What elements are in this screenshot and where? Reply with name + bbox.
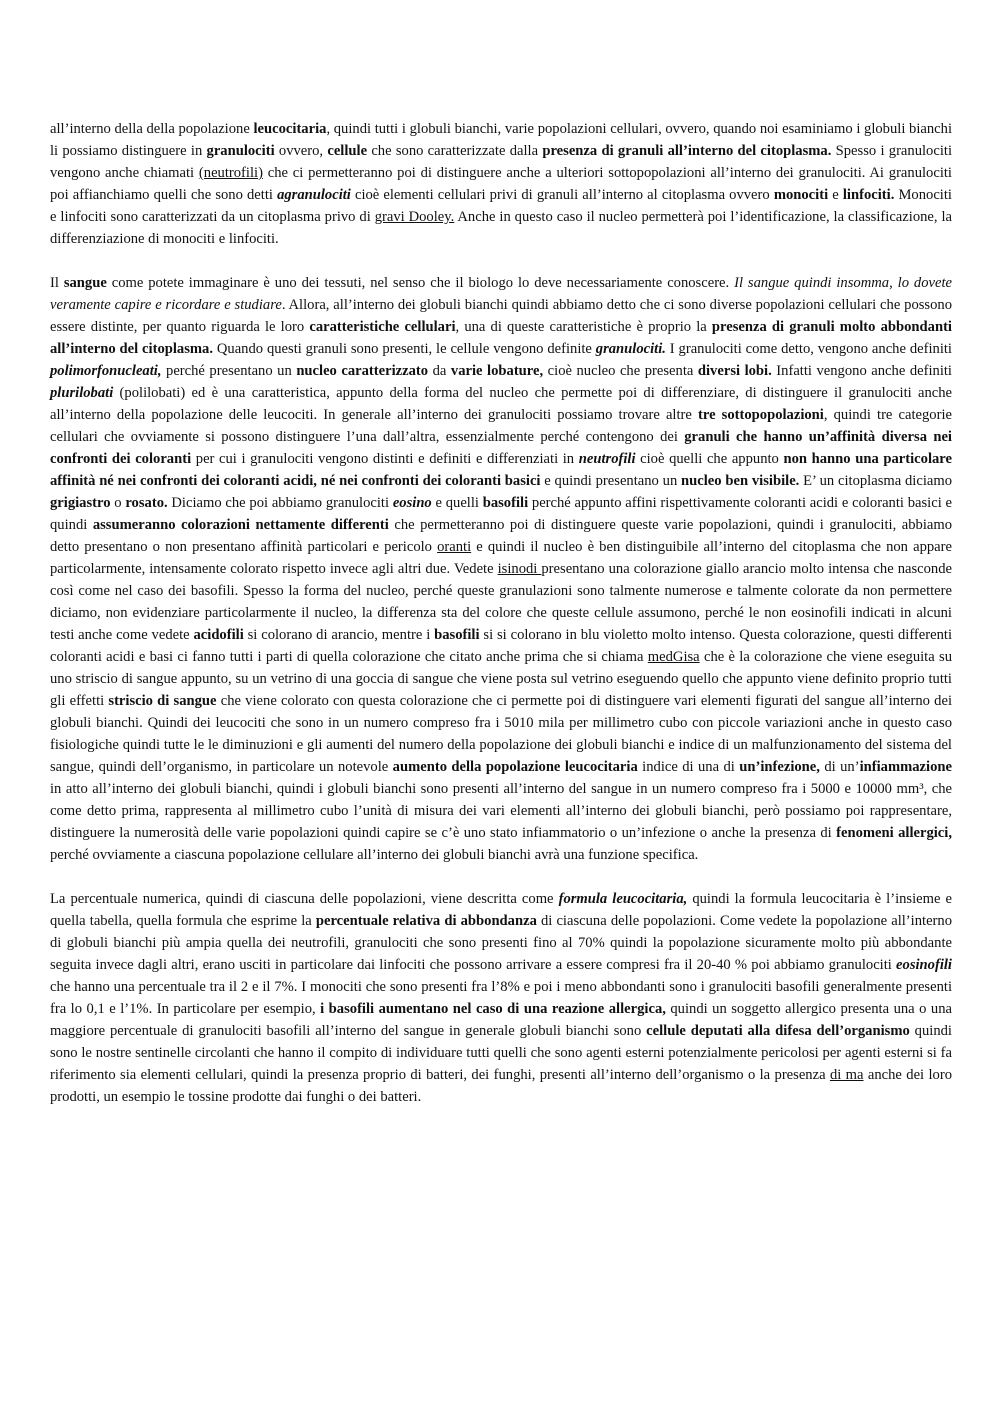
paragraph-leucociti bbox=[50, 118, 952, 250]
bold-term: monociti bbox=[773, 187, 829, 203]
paragraph-sangue bbox=[50, 272, 952, 866]
text-run: che hanno una percentuale tra il 2 e il 7%. I monociti che sono presenti fra l’8% e poi i meno abbondanti sono i granulociti basofili generalmente presenti fra lo 0,1 e l’1%. In particolare per esempio, bbox=[50, 979, 952, 1017]
text-run: Anche in questo caso il nucleo permetterà poi l’identificazione, la classificazione, la differenziazione di monociti e linfociti. bbox=[50, 209, 952, 247]
bold-italic-term: granulociti. bbox=[595, 341, 666, 357]
bold-term: i basofili aumentano nel caso di una reazione allergica, bbox=[320, 1001, 666, 1017]
text-run: Monociti e linfociti sono caratterizzati da un citoplasma privo di bbox=[50, 187, 952, 225]
bold-term: granulociti bbox=[206, 143, 275, 159]
bold-term: fenomeni allergici, bbox=[836, 825, 952, 841]
text-run: , una di queste caratteristiche è proprio la bbox=[455, 319, 712, 335]
italic-phrase: Il sangue quindi insomma, lo dovete veramente capire e ricordare e studiare bbox=[50, 275, 952, 313]
bold-term: presenza di granuli molto abbondanti all’interno del citoplasma. bbox=[50, 319, 952, 357]
text-run: cioè elementi cellulari privi di granuli all’interno al citoplasma ovvero bbox=[350, 187, 774, 203]
bold-term: aumento della popolazione leucocitaria bbox=[392, 759, 638, 775]
text-run: e quindi il nucleo è ben distinguibile all’interno del citoplasma che non appare particolarmente, intensamente colorato rispetto invece agli altri due. Vedete bbox=[50, 539, 952, 577]
bold-italic-term: eosino bbox=[392, 495, 432, 511]
bold-term: presenza di granuli all’interno del citoplasma. bbox=[542, 143, 832, 159]
underlined-term: medGisa bbox=[647, 649, 700, 665]
bold-term: basofili bbox=[434, 627, 480, 643]
text-run: cioè nucleo che presenta bbox=[543, 363, 698, 379]
text-run: quindi un soggetto allergico presenta una o una maggiore percentuale di granulociti basofili all’interno del sangue in generale globuli bianchi sono bbox=[50, 1001, 952, 1039]
text-run: che permetteranno poi di distinguere queste varie popolazioni, quindi i granulociti, abbiamo detto presentano o non presentano affinità particolari e pericolo bbox=[50, 517, 952, 555]
bold-term: acidofili bbox=[193, 627, 244, 643]
bold-term: grigiastro bbox=[50, 495, 111, 511]
text-run: da bbox=[428, 363, 451, 379]
underlined-term: oranti bbox=[437, 539, 472, 555]
bold-term: striscio di sangue bbox=[108, 693, 217, 709]
text-run: E’ un citoplasma diciamo bbox=[799, 473, 953, 489]
underlined-term: (neutrofili) bbox=[198, 165, 263, 181]
bold-term: diversi lobi. bbox=[697, 363, 772, 379]
text-run: presentano una colorazione giallo arancio molto intensa che nasconde così come nel caso dei basofili. Spesso la forma del nucleo, perché queste granulazioni sono talmente numerose e talmente colorate da non permettere diciamo, non evidenziare particolarmente il nucleo, la differenza sta del colore che queste cellule assumono, perché le non eosinofili indicati in alcuni testi anche come vedete bbox=[50, 561, 953, 643]
text-run: I granulociti come detto, vengono anche definiti bbox=[665, 341, 952, 357]
bold-term: un’infezione, bbox=[739, 759, 820, 775]
bold-term: sangue bbox=[63, 275, 107, 291]
text-run: Il bbox=[50, 275, 64, 291]
text-run: indice di una di bbox=[637, 759, 740, 775]
underlined-term: isinodi bbox=[497, 561, 542, 577]
text-run: Infatti vengono anche definiti bbox=[771, 363, 952, 379]
bold-term: linfociti. bbox=[842, 187, 895, 203]
text-run: e quelli bbox=[431, 495, 483, 511]
bold-term: rosato. bbox=[125, 495, 168, 511]
bold-term: nucleo ben visibile. bbox=[681, 473, 800, 489]
bold-italic-term: formula leucocitaria, bbox=[558, 891, 688, 907]
text-run: quindi sono le nostre sentinelle circolanti che hanno il compito di individuare tutti quelli che sono agenti esterni potenzialmente pericolosi per agenti esterni si fa riferimento sia elementi cellulari, quindi la presenza proprio di batteri, dei funghi, presenti all’interno dell’organismo o la presenza bbox=[50, 1023, 952, 1083]
text-run: cioè quelli che appunto bbox=[635, 451, 784, 467]
bold-italic-term: neutrofili bbox=[578, 451, 636, 467]
bold-term: basofili bbox=[482, 495, 529, 511]
bold-term: caratteristiche cellulari bbox=[309, 319, 456, 335]
text-run: in atto all’interno dei globuli bianchi, quindi i globuli bianchi sono presenti all’interno del sangue in un numero compreso fra i 5000 e 10000 mm³, che come detto prima, rappresenta al millimetro cubo l’unità di misura dei vari elementi all’interno dei globuli bianchi, però possiamo poi rappresentare, distinguere la numerosità delle varie popolazioni quindi capire se c’è uno stato infiammatorio o un’infezione o anche la presenza di bbox=[50, 781, 952, 841]
underlined-term: gravi Dooley. bbox=[374, 209, 455, 225]
bold-term: percentuale relativa di abbondanza bbox=[315, 913, 537, 929]
bold-term: cellule bbox=[327, 143, 368, 159]
bold-term: leucocitaria bbox=[253, 121, 327, 137]
text-run: (polilobati) ed è una caratteristica, appunto della forma del nucleo che permette poi di differenziare, di distinguere il granulociti anche all’interno della popolazione delle leucociti. In generale all’interno dei granulociti possiamo trovare altre bbox=[50, 385, 952, 423]
text-run: di un’ bbox=[819, 759, 860, 775]
text-run: , quindi tre categorie cellulari che ovviamente si possono distinguere l’una dall’altra, essenzialmente perché contengono dei bbox=[50, 407, 952, 445]
text-run: si colorano di arancio, mentre i bbox=[243, 627, 435, 643]
text-run: perché ovviamente a ciascuna popolazione cellulare all’interno dei globuli bianchi avrà una funzione specifica. bbox=[50, 847, 699, 863]
text-run: di ciascuna delle popolazioni. Come vedete la popolazione all’interno di globuli bianchi più ampia quella dei neutrofili, granulociti che sono presenti fino al 70% quindi la popolazione sicuramente molto più abbondante seguita invece dagli altri, erano usciti in particolare dai linfociti che possono arrivare a essere compresi fra il 20-40 % poi abbiamo granulociti bbox=[50, 913, 952, 973]
text-run: La percentuale numerica, quindi di ciascuna delle popolazioni, viene descritta come bbox=[50, 891, 559, 907]
text-run: che viene colorato con questa colorazione che ci permette poi di distinguere vari elementi figurati del sangue all’interno dei globuli bianchi. Quindi dei leucociti che sono in un numero compreso fra i 5010 mila per millimetro cubo con piccole variazioni anche in questo caso fisiologiche quindi tutte le le diminuzioni e gli aumenti del numero della popolazione dei globuli bianchi e indice di un malfunzionamento del sistema del sangue, quindi dell’organismo, in particolare un notevole bbox=[50, 693, 952, 775]
text-run: che sono caratterizzate dalla bbox=[367, 143, 543, 159]
text-run: quindi la formula leucocitaria è l’insieme e quella tabella, quella formula che esprime la bbox=[50, 891, 952, 929]
text-run: . Allora, all’interno dei globuli bianchi quindi abbiamo detto che ci sono diverse popolazioni cellulari che possono essere distinte, per quanto riguarda le loro bbox=[50, 297, 952, 335]
bold-term: granuli che hanno un’affinità diversa nei confronti dei coloranti bbox=[50, 429, 952, 467]
bold-term: infiammazione bbox=[859, 759, 952, 775]
paragraph-formula-leucocitaria bbox=[50, 888, 952, 1108]
text-run: per cui i granulociti vengono distinti e definiti e differenziati in bbox=[191, 451, 579, 467]
bold-term: tre sottopopolazioni bbox=[698, 407, 824, 423]
document-page bbox=[50, 118, 952, 1130]
text-run: si si colorano in blu violetto molto intenso. Questa colorazione, questi differenti coloranti acidi e basi ci fanno tutti i parti di quella colorazione che citato anche prima che si chiama bbox=[50, 627, 953, 665]
bold-italic-term: agranulociti bbox=[277, 187, 351, 203]
bold-term: nucleo caratterizzato bbox=[296, 363, 429, 379]
text-run: come potete immaginare è uno dei tessuti, nel senso che il biologo lo deve necessariamente conoscere. bbox=[106, 275, 735, 291]
text-run: ovvero, bbox=[274, 143, 328, 159]
text-run: Diciamo che poi abbiamo granulociti bbox=[167, 495, 393, 511]
text-run: che è la colorazione che viene eseguita su uno striscio di sangue appunto, su un vetrino di una goccia di sangue che viene posta sul vetrino eseguendo quello che appunto viene definito proprio tutti gli effetti bbox=[50, 649, 952, 709]
text-run: o bbox=[110, 495, 126, 511]
bold-italic-term: plurilobati bbox=[50, 385, 114, 401]
bold-term: assumeranno colorazioni nettamente differenti bbox=[92, 517, 389, 533]
text-run: all’interno della della popolazione bbox=[50, 121, 254, 137]
bold-italic-term: polimorfonucleati, bbox=[50, 363, 162, 379]
text-run: che ci permetteranno poi di distinguere anche a ulteriori sottopopolazioni all’interno dei granulociti. Ai granulociti poi affianchiamo quelli che sono detti bbox=[50, 165, 952, 203]
text-run: anche dei loro prodotti, un esempio le tossine prodotte dai funghi o dei batteri. bbox=[50, 1067, 952, 1105]
underlined-term: di ma bbox=[829, 1067, 864, 1083]
text-run: perché presentano un bbox=[161, 363, 297, 379]
text-run: Spesso i granulociti vengono anche chiamati bbox=[50, 143, 952, 181]
text-run: e quindi presentano un bbox=[540, 473, 682, 489]
bold-term: varie lobature, bbox=[450, 363, 544, 379]
bold-italic-term: eosinofili bbox=[896, 957, 952, 973]
bold-term: non hanno una particolare affinità né nei confronti dei coloranti acidi, né nei confronti dei coloranti basici bbox=[50, 451, 952, 489]
text-run: perché appunto affini rispettivamente coloranti acidi e coloranti basici e quindi bbox=[50, 495, 952, 533]
text-run: e bbox=[828, 187, 843, 203]
bold-term: cellule deputati alla difesa dell’organismo bbox=[646, 1023, 910, 1039]
text-run: Quando questi granuli sono presenti, le cellule vengono definite bbox=[213, 341, 596, 357]
text-run: , quindi tutti i globuli bianchi, varie popolazioni cellulari, ovvero, quando noi esaminiamo i globuli bianchi li possiamo distinguere in bbox=[50, 121, 953, 159]
